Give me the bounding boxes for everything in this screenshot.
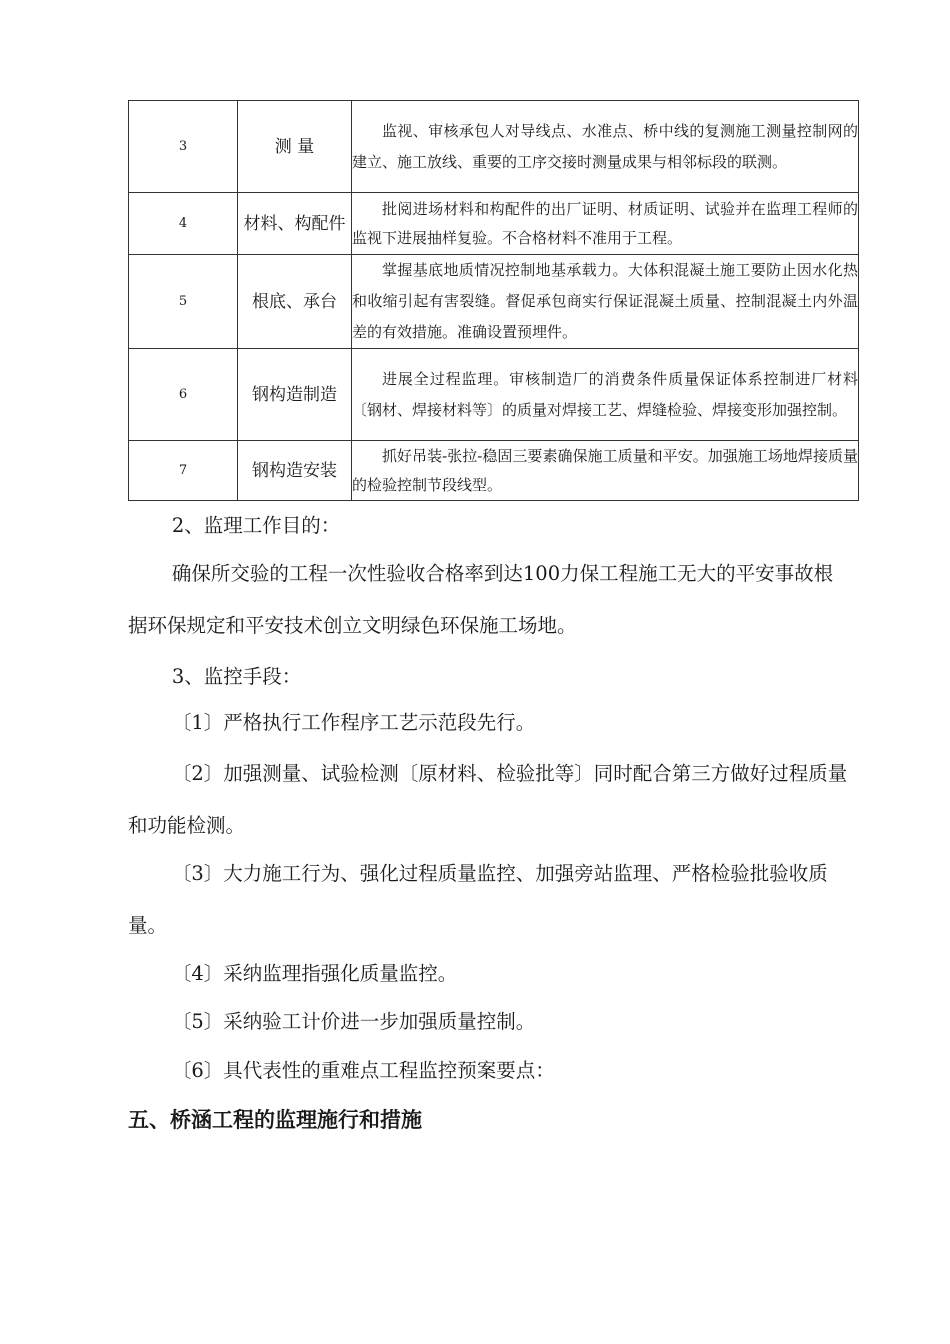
section2-body: 确保所交验的工程一次性验收合格率到达100力保工程施工无大的平安事故根据环保规定和平安技术创立文明绿色环保施工场地。 [128, 562, 834, 637]
supervision-table [128, 100, 859, 501]
section2-heading: 2、监理工作目的： [171, 514, 341, 537]
list-item: 〔6〕具代表性的重难点工程监控预案要点： [171, 1059, 555, 1082]
list-item: 〔1〕严格执行工作程序工艺示范段先行。 [171, 711, 536, 734]
table-row [129, 441, 859, 501]
row-item: 测 量 [238, 101, 352, 193]
list-item: 〔5〕采纳验工计价进一步加强质量控制。 [171, 1010, 536, 1033]
row-item: 根底、承台 [238, 255, 352, 349]
row-description: 监视、审核承包人对导线点、水准点、桥中线的复测施工测量控制网的建立、施工放线、重要的工序交接时测量成果与相邻标段的联测。 [352, 101, 859, 193]
row-item: 钢构造安装 [238, 441, 352, 501]
row-number: 4 [129, 193, 238, 255]
row-description: 抓好吊装-张拉-稳固三要素确保施工质量和平安。加强施工场地焊接质量的检验控制节段线型。 [352, 441, 859, 501]
row-item: 钢构造制造 [238, 349, 352, 441]
row-number: 6 [129, 349, 238, 441]
list-item: 〔4〕采纳监理指强化质量监控。 [171, 962, 458, 985]
table-row [129, 101, 859, 193]
row-number: 5 [129, 255, 238, 349]
table-row [129, 255, 859, 349]
row-description: 批阅进场材料和构配件的出厂证明、材质证明、试验并在监理工程师的监视下进展抽样复验。不合格材料不准用于工程。 [352, 193, 859, 255]
row-number: 7 [129, 441, 238, 501]
list-item: 〔2〕加强测量、试验检测〔原材料、检验批等〕同时配合第三方做好过程质量和功能检测。 [128, 762, 848, 837]
table-row [129, 193, 859, 255]
list-item: 〔3〕大力施工行为、强化过程质量监控、加强旁站监理、严格检验批验收质量。 [128, 862, 828, 937]
section3-heading: 3、监控手段： [171, 665, 302, 688]
section5-heading: 五、桥涵工程的监理施行和措施 [128, 1108, 422, 1132]
row-number: 3 [129, 101, 238, 193]
row-description: 进展全过程监理。审核制造厂的消费条件质量保证体系控制进厂材料〔钢材、焊接材料等〕的质量对焊接工艺、焊缝检验、焊接变形加强控制。 [352, 349, 859, 441]
row-item: 材料、构配件 [238, 193, 352, 255]
table-row [129, 349, 859, 441]
row-description: 掌握基底地质情况控制地基承载力。大体积混凝土施工要防止因水化热和收缩引起有害裂缝。督促承包商实行保证混凝土质量、控制混凝土内外温差的有效措施。准确设置预埋件。 [352, 255, 859, 349]
